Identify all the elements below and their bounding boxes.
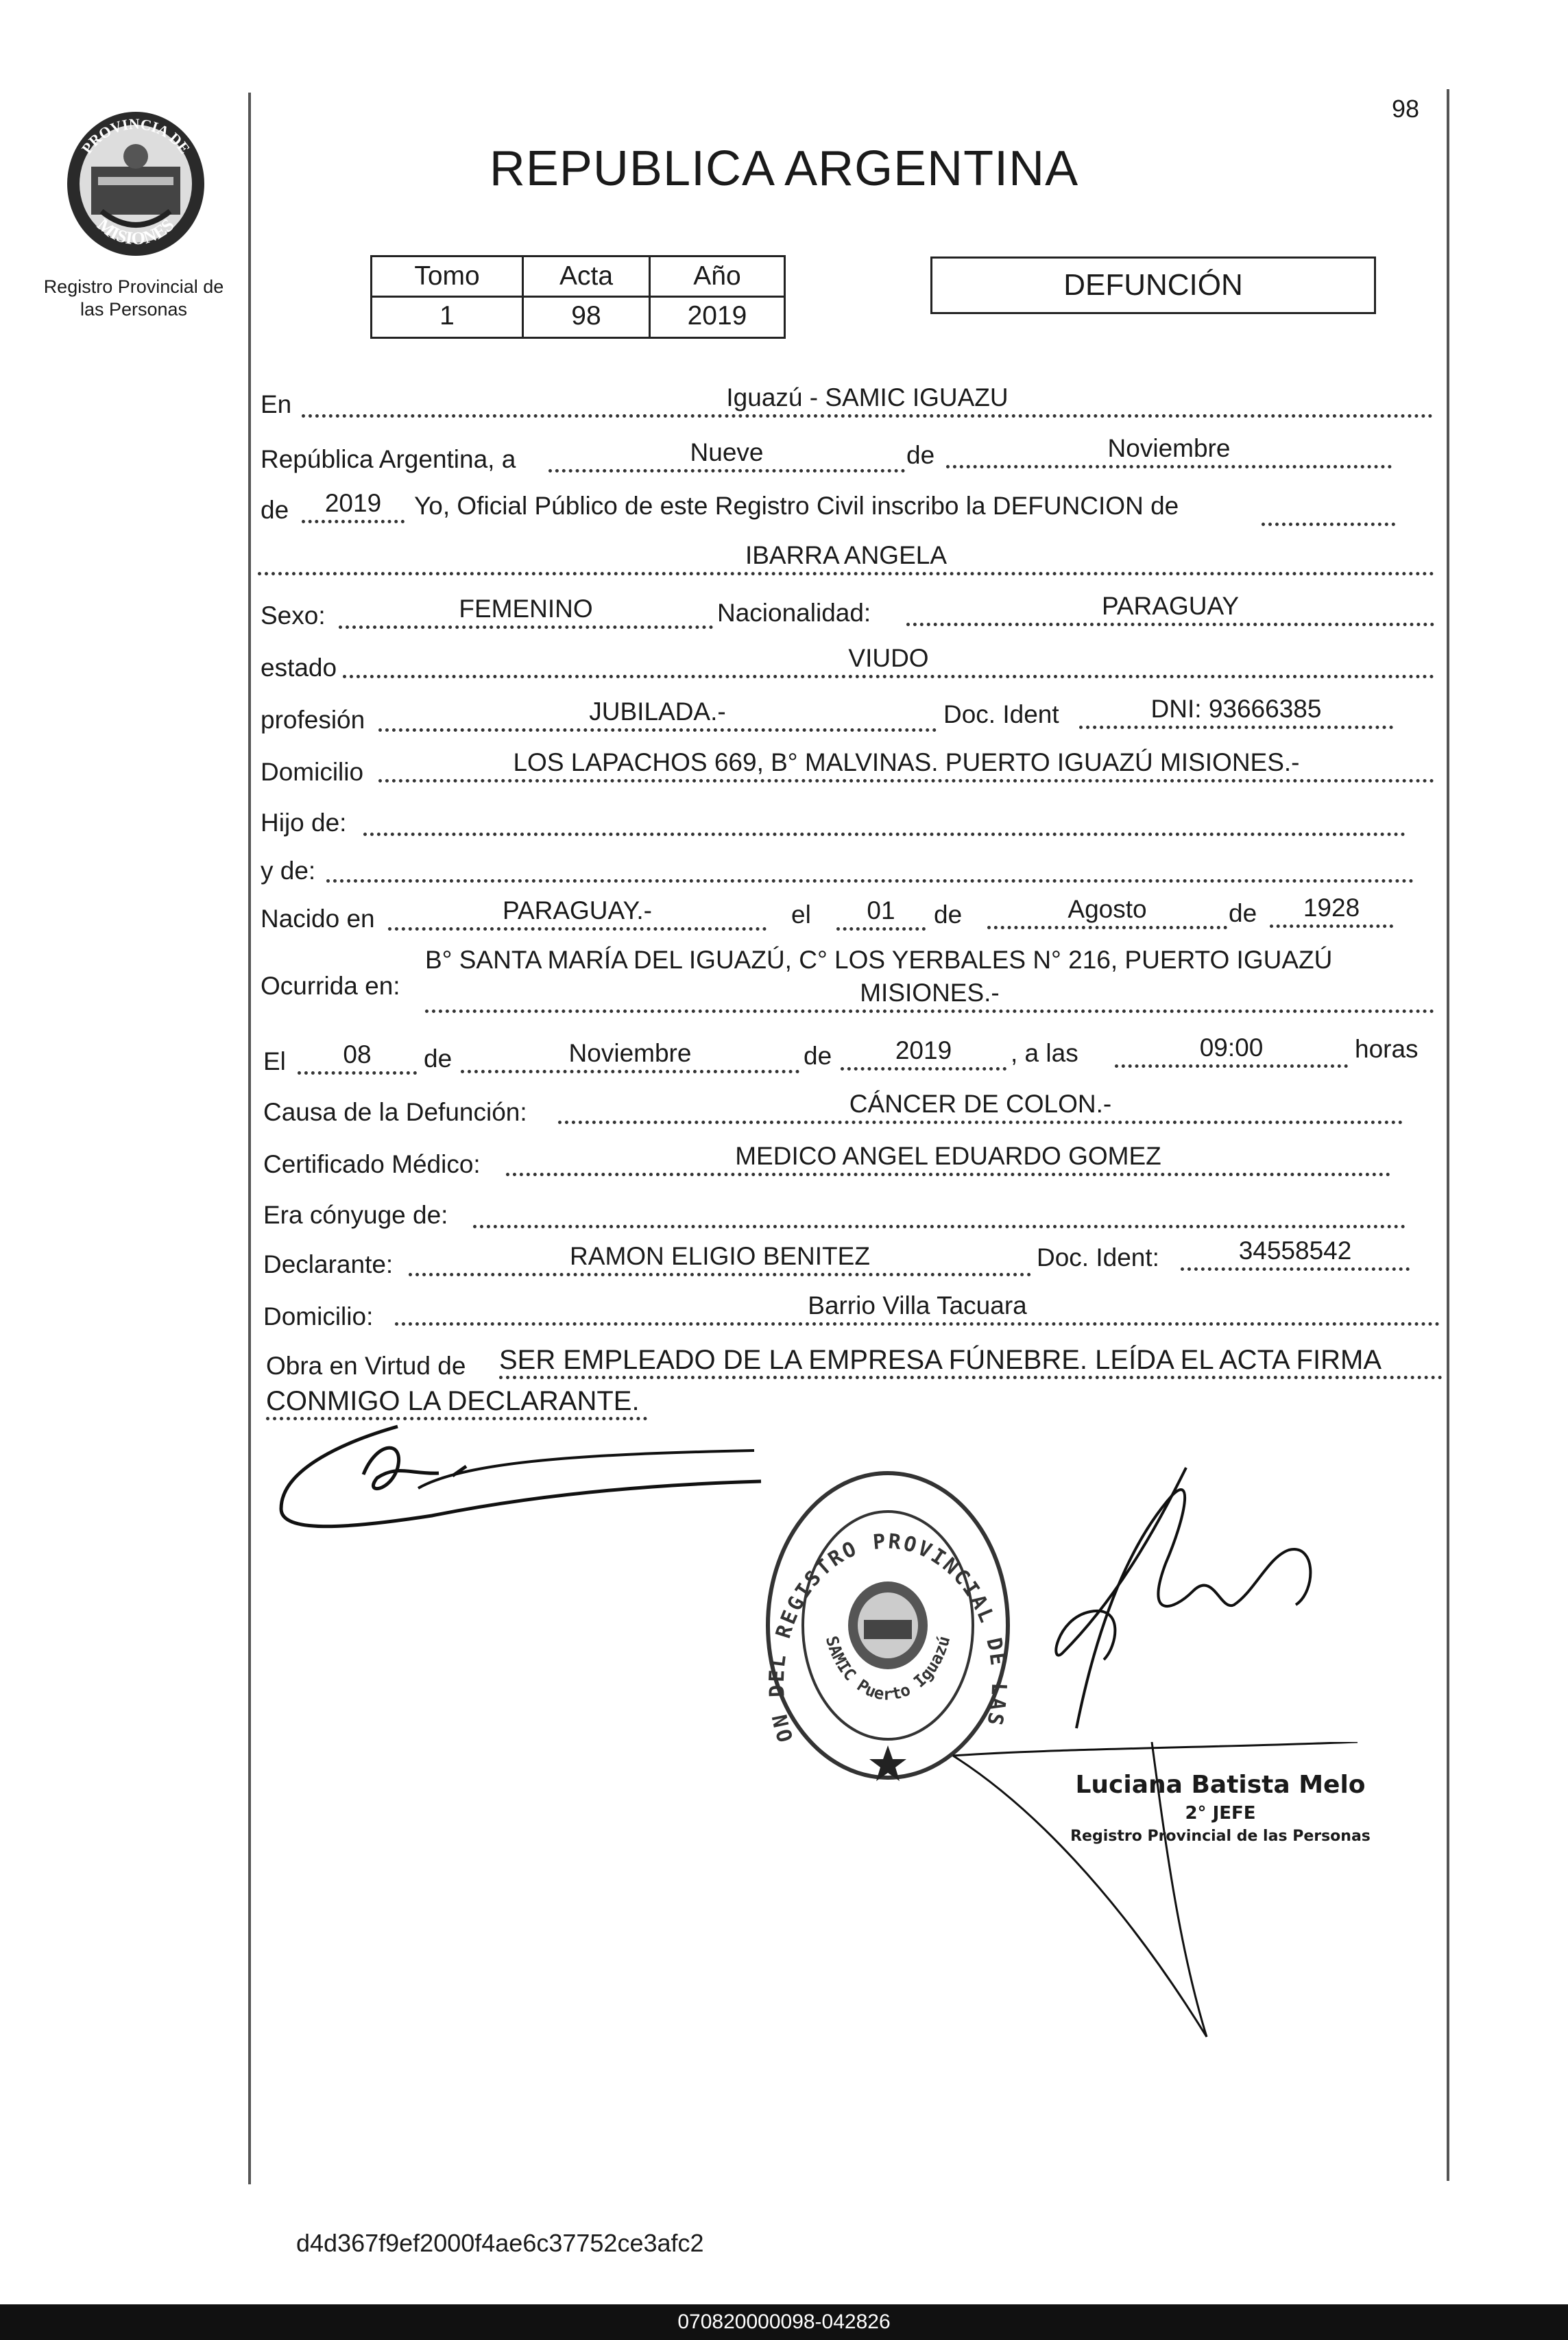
field-domicilio: LOS LAPACHOS 669, B° MALVINAS. PUERTO IGUAZÚ MISIONES.- <box>378 748 1434 783</box>
field-mes: Noviembre <box>946 433 1392 468</box>
registry-line-2: las Personas <box>80 299 188 320</box>
label-domicilio: Domicilio <box>261 758 364 786</box>
table-value-acta: 98 <box>571 301 601 331</box>
label-y-de: y de: <box>261 857 316 885</box>
field-def-anio: 2019 <box>841 1036 1006 1071</box>
field-ocurrida-line2: MISIONES.- <box>425 978 1434 1013</box>
field-anio: 2019 <box>302 488 405 523</box>
label-sexo: Sexo: <box>261 601 326 630</box>
label-de-3: de <box>934 900 963 929</box>
field-doc-ident: DNI: 93666385 <box>1079 694 1393 729</box>
field-conyuge <box>473 1193 1406 1228</box>
right-margin-line <box>1447 89 1449 2181</box>
label-nacido-en: Nacido en <box>261 905 375 933</box>
label-causa: Causa de la Defunción: <box>263 1098 527 1126</box>
page-title: REPUBLICA ARGENTINA <box>489 141 1079 196</box>
field-declarante-doc: 34558542 <box>1181 1236 1410 1271</box>
label-declarante: Declarante: <box>263 1250 394 1278</box>
field-hijo-de <box>363 801 1406 836</box>
svg-text:PROVINCIA DE: PROVINCIA DE <box>77 115 194 157</box>
label-El: El <box>263 1047 286 1075</box>
left-margin-line <box>248 93 251 2184</box>
field-nacido-en: PARAGUAY.- <box>388 896 767 931</box>
label-republica: República Argentina, a <box>261 445 516 473</box>
field-sexo: FEMENINO <box>339 594 713 629</box>
field-nac-mes: Agosto <box>987 894 1227 929</box>
official-office: Registro Provincial de las Personas <box>1070 1828 1371 1845</box>
field-nacionalidad: PARAGUAY <box>906 591 1434 626</box>
table-value-anio: 2019 <box>687 301 747 331</box>
document-type-box: DEFUNCIÓN <box>930 256 1376 314</box>
field-def-dia: 08 <box>298 1040 417 1075</box>
label-de-1: de <box>906 441 935 469</box>
field-nombre: IBARRA ANGELA <box>258 540 1434 575</box>
field-lugar: Iguazú - SAMIC IGUAZU <box>302 383 1433 418</box>
table-header-tomo: Tomo <box>414 261 480 291</box>
field-dia: Nueve <box>548 438 905 473</box>
field-causa: CÁNCER DE COLON.- <box>558 1089 1403 1124</box>
label-profesion: profesión <box>261 706 365 734</box>
official-position: 2° JEFE <box>1185 1803 1256 1824</box>
official-stamp <box>1070 1771 1371 1845</box>
label-horas: horas <box>1355 1035 1419 1063</box>
label-doc-ident: Doc. Ident <box>943 700 1059 728</box>
label-a-las: , a las <box>1011 1039 1078 1067</box>
registry-name <box>27 276 240 321</box>
table-value-tomo: 1 <box>439 301 455 331</box>
record-table <box>370 255 786 339</box>
registry-line-1: Registro Provincial de <box>43 276 224 297</box>
field-obra-line1: SER EMPLEADO DE LA EMPRESA FÚNEBRE. LEÍDA EL ACTA FIRMA <box>499 1344 1443 1379</box>
field-def-hora: 09:00 <box>1115 1033 1348 1068</box>
field-def-mes: Noviembre <box>461 1038 799 1073</box>
field-estado: VIUDO <box>343 643 1434 678</box>
field-declarante-domicilio: Barrio Villa Tacuara <box>395 1291 1440 1326</box>
label-estado: estado <box>261 654 337 682</box>
svg-text:DELEGACION DEL REGISTRO PROVIN: ON DEL REGISTRO PROVINCIAL DE LAS <box>764 1529 1011 1745</box>
svg-text:SAMIC Puerto Iguazú: SAMIC Puerto Iguazú <box>821 1634 954 1704</box>
label-de-5: de <box>424 1044 453 1073</box>
document-hash: d4d367f9ef2000f4ae6c37752ce3afc2 <box>296 2229 704 2257</box>
field-declarante: RAMON ELIGIO BENITEZ <box>409 1241 1031 1276</box>
field-obra-line2: CONMIGO LA DECLARANTE. <box>266 1385 647 1420</box>
label-de-2: de <box>261 496 289 524</box>
field-nac-anio: 1928 <box>1270 893 1393 928</box>
label-de-6: de <box>804 1042 832 1070</box>
svg-text:MISIONES: MISIONES <box>93 214 178 249</box>
label-en: En <box>261 390 292 418</box>
label-conyuge: Era cónyuge de: <box>263 1201 448 1229</box>
table-header-anio: Año <box>693 261 741 291</box>
label-ocurrida-en: Ocurrida en: <box>261 972 400 1000</box>
label-certificado: Certificado Médico: <box>263 1150 481 1178</box>
label-de-4: de <box>1229 899 1257 927</box>
label-obra: Obra en Virtud de <box>266 1352 466 1380</box>
field-nombre-prefix <box>1262 491 1395 526</box>
field-profesion: JUBILADA.- <box>378 697 937 732</box>
official-signature <box>946 1454 1412 1742</box>
official-name: Luciana Batista Melo <box>1075 1771 1366 1799</box>
label-nacionalidad: Nacionalidad: <box>717 599 871 627</box>
declarant-signature <box>261 1413 768 1550</box>
label-doc-ident-2: Doc. Ident: <box>1037 1243 1159 1272</box>
field-certificado: MEDICO ANGEL EDUARDO GOMEZ <box>506 1141 1390 1176</box>
field-nac-dia: 01 <box>836 896 926 931</box>
table-header-acta: Acta <box>559 261 614 291</box>
footer-code-bar <box>0 2304 1568 2340</box>
label-el: el <box>791 900 811 929</box>
page-number: 98 <box>1392 95 1420 123</box>
label-hijo-de: Hijo de: <box>261 809 347 837</box>
label-yo-oficial: Yo, Oficial Público de este Registro Civil inscribo la DEFUNCION de <box>414 492 1179 520</box>
field-y-de <box>326 848 1414 883</box>
field-ocurrida-line1: B° SANTA MARÍA DEL IGUAZÚ, C° LOS YERBALES N° 216, PUERTO IGUAZÚ <box>425 946 1333 974</box>
label-domicilio-2: Domicilio: <box>263 1302 374 1330</box>
footer-code: 070820000098-042826 <box>677 2311 891 2333</box>
